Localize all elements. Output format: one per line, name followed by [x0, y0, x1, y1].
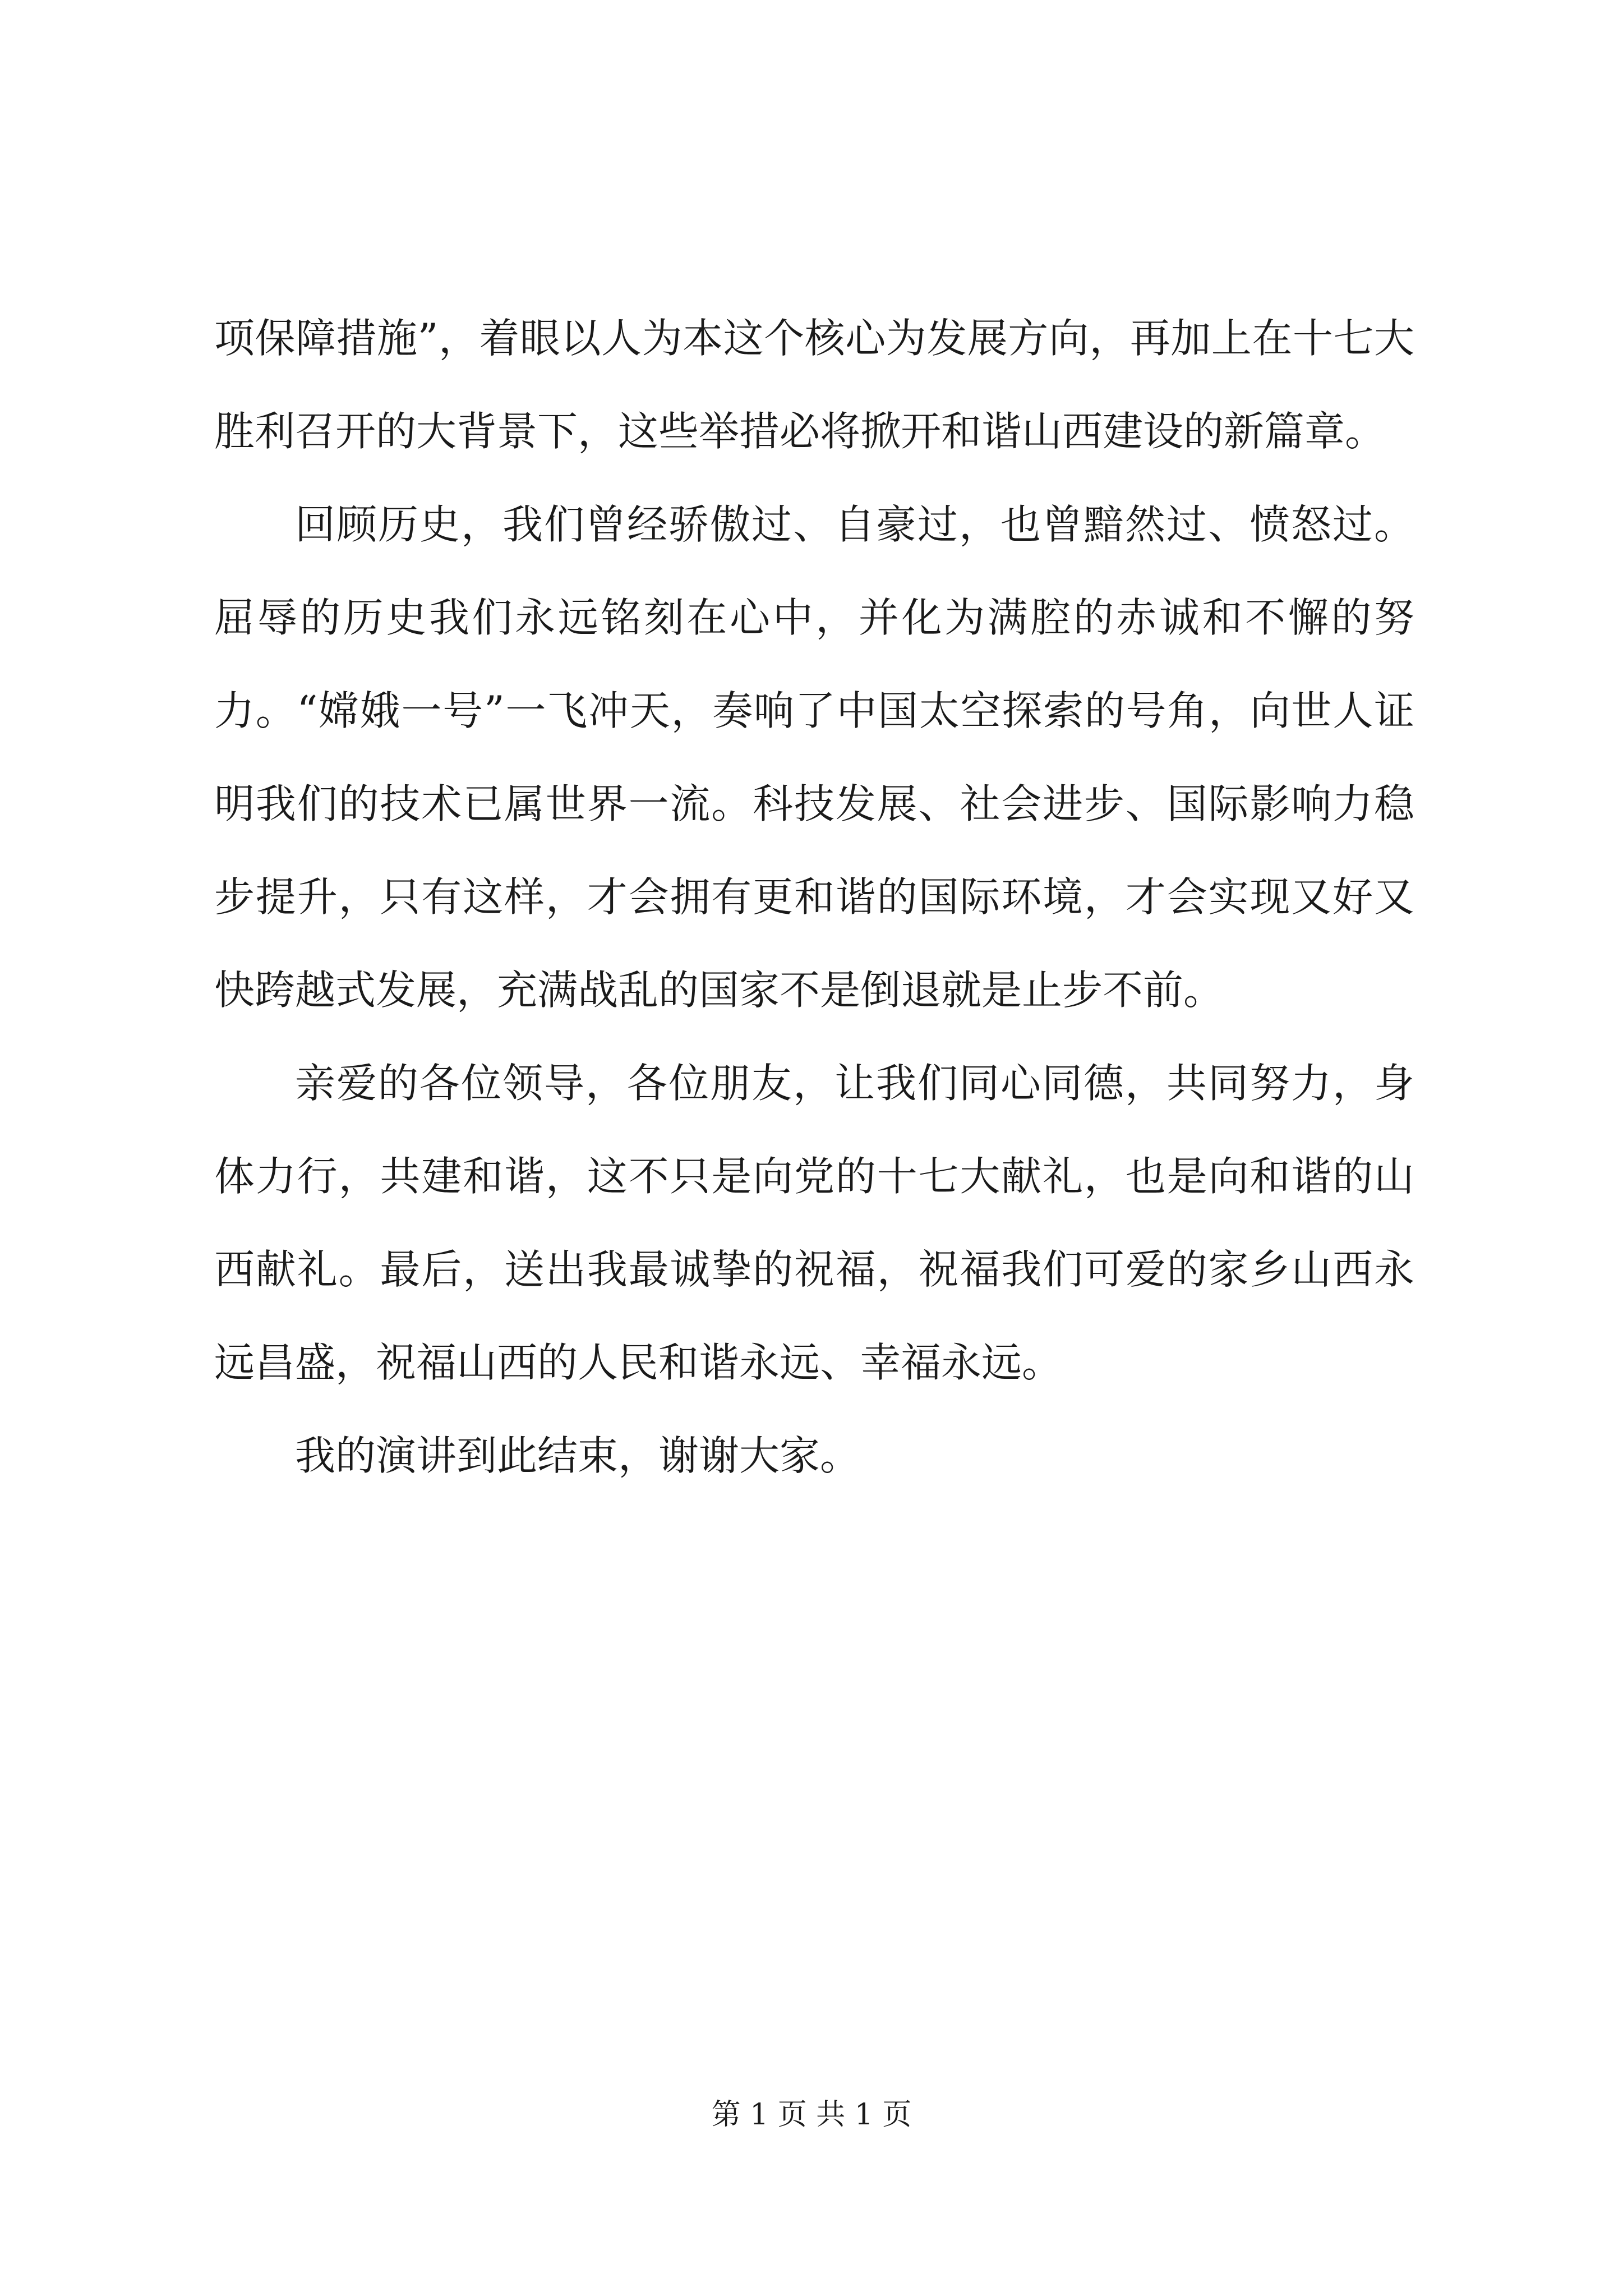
- page-footer: 第 1 页 共 1 页: [711, 2098, 912, 2132]
- paragraph-1: 项保障措施”，着眼以人为本这个核心为发展方向，再加上在十七大胜利召开的大背景下，这些举措必将掀开和谐山西建设的新篇章。: [214, 315, 1414, 455]
- paragraph-3: 亲爱的各位领导，各位朋友，让我们同心同德，共同努力，身体力行，共建和谐，这不只是向党的十七大献礼，也是向和谐的山西献礼。最后，送出我最诚挚的祝福，祝福我们可爱的家乡山西永远昌盛，祝福山西的人民和谐永远、幸福永远。: [214, 1060, 1414, 1386]
- paragraph-2: 回顾历史，我们曾经骄傲过、自豪过，也曾黯然过、愤怒过。屈辱的历史我们永远铭刻在心中，并化为满腔的赤诚和不懈的努力。“嫦娥一号”一飞冲天，奏响了中国太空探索的号角，向世人证明我们的技术已属世界一流。科技发展、社会进步、国际影响力稳步提升，只有这样，才会拥有更和谐的国际环境，才会实现又好又快跨越式发展，充满战乱的国家不是倒退就是止步不前。: [214, 501, 1414, 1014]
- document-body: [214, 292, 1414, 1502]
- paragraph-4: 我的演讲到此结束，谢谢大家。: [295, 1432, 861, 1479]
